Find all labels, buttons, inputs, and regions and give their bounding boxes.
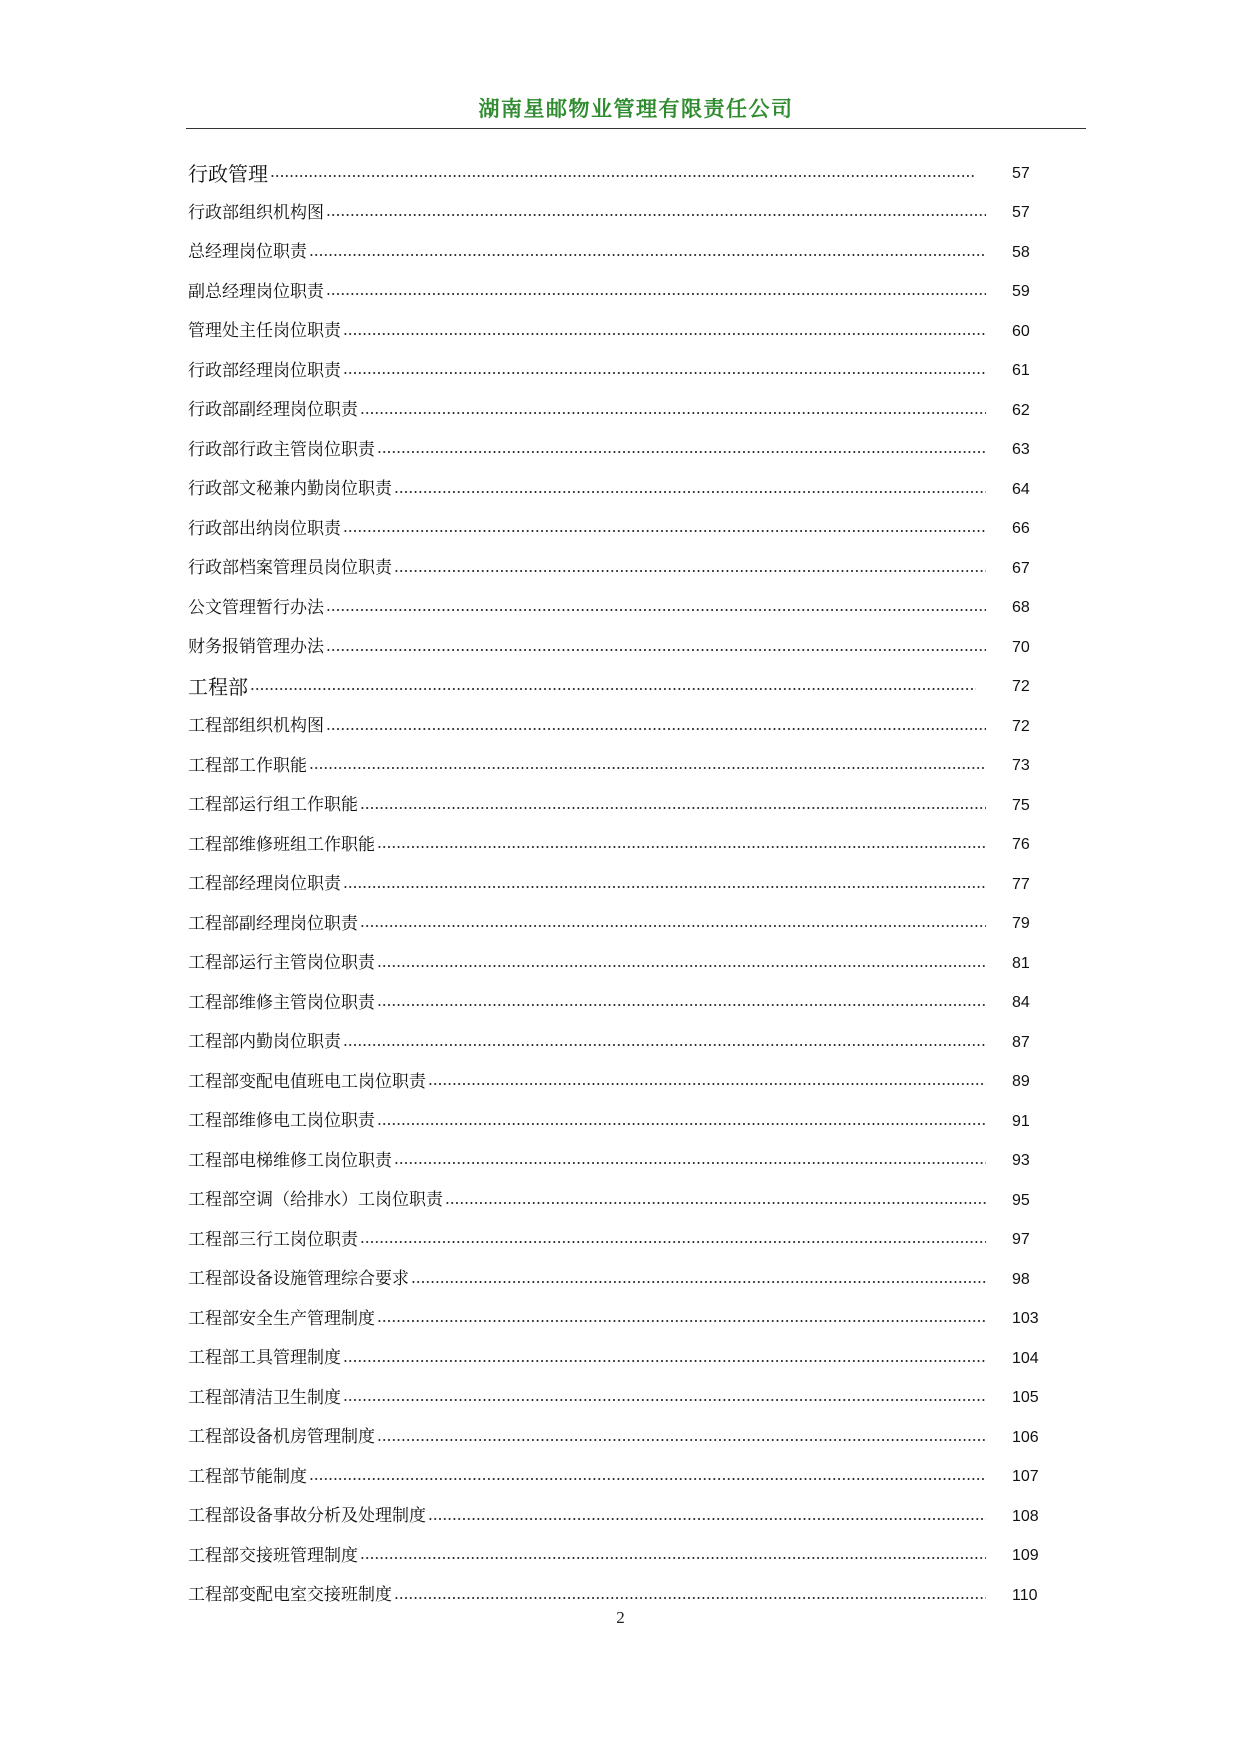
toc-entry-page-number: 61 (1012, 362, 1030, 380)
toc-dot-leader (343, 1398, 986, 1402)
toc-entry-page-number: 62 (1012, 401, 1030, 419)
toc-entry-row[interactable] (188, 1102, 1068, 1142)
toc-entry-row[interactable] (188, 1221, 1068, 1261)
toc-dot-leader (250, 687, 976, 691)
toc-entry-page-number: 63 (1012, 441, 1030, 459)
toc-entry-row[interactable] (188, 1063, 1068, 1103)
toc-dot-leader (326, 648, 986, 652)
toc-entry-page-number: 79 (1012, 915, 1030, 933)
toc-dot-leader (428, 1517, 986, 1521)
toc-entry-page-number: 77 (1012, 875, 1030, 893)
toc-entry-label: 工程部运行主管岗位职责 (188, 953, 375, 974)
toc-entry-row[interactable] (188, 984, 1068, 1024)
toc-entry-page-number: 59 (1012, 283, 1030, 301)
toc-entry-label: 管理处主任岗位职责 (188, 321, 341, 342)
toc-entry-row[interactable] (188, 628, 1068, 668)
toc-entry-row[interactable] (188, 1300, 1068, 1340)
toc-dot-leader (377, 1438, 986, 1442)
toc-entry-label: 工程部运行组工作职能 (188, 795, 358, 816)
toc-dot-leader (343, 1043, 986, 1047)
toc-entry-row[interactable] (188, 944, 1068, 984)
toc-entry-page-number: 57 (1012, 164, 1030, 182)
toc-entry-label: 工程部安全生产管理制度 (188, 1308, 375, 1329)
toc-entry-page-number: 72 (1012, 717, 1030, 735)
toc-entry-page-number: 73 (1012, 757, 1030, 775)
toc-entry-label: 总经理岗位职责 (188, 242, 307, 263)
toc-entry-page-number: 58 (1012, 243, 1030, 261)
toc-dot-leader (360, 806, 986, 810)
toc-dot-leader (360, 1556, 986, 1560)
toc-entry-row[interactable] (188, 589, 1068, 629)
toc-entry-page-number: 89 (1012, 1073, 1030, 1091)
toc-entry-row[interactable] (188, 1260, 1068, 1300)
toc-entry-row[interactable] (188, 1339, 1068, 1379)
toc-dot-leader (394, 490, 986, 494)
toc-dot-leader (360, 924, 986, 928)
toc-entry-label: 工程部三行工岗位职责 (188, 1229, 358, 1250)
toc-entry-row[interactable] (188, 233, 1068, 273)
toc-entry-label: 行政部副经理岗位职责 (188, 400, 358, 421)
toc-entry-row[interactable] (188, 273, 1068, 313)
toc-dot-leader (326, 292, 986, 296)
toc-dot-leader (326, 727, 986, 731)
toc-entry-label: 工程部电梯维修工岗位职责 (188, 1150, 392, 1171)
toc-entry-label: 行政部经理岗位职责 (188, 360, 341, 381)
toc-entry-label: 工程部设备设施管理综合要求 (188, 1269, 409, 1290)
toc-dot-leader (377, 450, 986, 454)
toc-entry-page-number: 64 (1012, 480, 1030, 498)
toc-dot-leader (360, 1240, 986, 1244)
toc-entry-label: 工程部组织机构图 (188, 716, 324, 737)
toc-entry-label: 行政部出纳岗位职责 (188, 518, 341, 539)
company-header-title: 湖南星邮物业管理有限责任公司 (478, 97, 794, 121)
toc-entry-row[interactable] (188, 747, 1068, 787)
toc-dot-leader (377, 1319, 986, 1323)
toc-entry-label: 行政部组织机构图 (188, 202, 324, 223)
toc-dot-leader (309, 253, 986, 257)
toc-entry-page-number: 75 (1012, 796, 1030, 814)
toc-entry-label: 工程部变配电室交接班制度 (188, 1585, 392, 1606)
toc-entry-row[interactable] (188, 1379, 1068, 1419)
toc-entry-label: 工程部副经理岗位职责 (188, 913, 358, 934)
toc-dot-leader (309, 1477, 986, 1481)
toc-entry-page-number: 68 (1012, 599, 1030, 617)
toc-entry-page-number: 97 (1012, 1231, 1030, 1249)
toc-entry-page-number: 103 (1012, 1310, 1039, 1328)
toc-dot-leader (343, 529, 986, 533)
toc-entry-row[interactable] (188, 1418, 1068, 1458)
toc-entry-page-number: 106 (1012, 1428, 1039, 1446)
toc-entry-row[interactable] (188, 312, 1068, 352)
toc-dot-leader (377, 1003, 986, 1007)
toc-entry-row[interactable] (188, 1023, 1068, 1063)
toc-entry-label: 副总经理岗位职责 (188, 281, 324, 302)
toc-dot-leader (377, 845, 986, 849)
toc-entry-label: 工程部设备事故分析及处理制度 (188, 1506, 426, 1527)
toc-dot-leader (343, 332, 986, 336)
toc-entry-label: 工程部节能制度 (188, 1466, 307, 1487)
toc-entry-page-number: 110 (1012, 1586, 1038, 1604)
toc-entry-label: 公文管理暂行办法 (188, 597, 324, 618)
toc-entry-row[interactable] (188, 510, 1068, 550)
toc-entry-label: 工程部维修主管岗位职责 (188, 992, 375, 1013)
toc-dot-leader (377, 964, 986, 968)
toc-dot-leader (326, 213, 986, 217)
toc-section-row[interactable] (188, 668, 1068, 708)
toc-dot-leader (394, 1596, 986, 1600)
toc-entry-page-number: 76 (1012, 836, 1030, 854)
toc-dot-leader (411, 1280, 986, 1284)
toc-entry-row[interactable] (188, 1458, 1068, 1498)
toc-entry-page-number: 67 (1012, 559, 1030, 577)
toc-entry-row[interactable] (188, 194, 1068, 234)
toc-entry-label: 财务报销管理办法 (188, 637, 324, 658)
toc-entry-label: 工程部内勤岗位职责 (188, 1032, 341, 1053)
toc-entry-row[interactable] (188, 431, 1068, 471)
toc-entry-page-number: 98 (1012, 1270, 1030, 1288)
toc-entry-label: 工程部交接班管理制度 (188, 1545, 358, 1566)
toc-entry-page-number: 105 (1012, 1389, 1039, 1407)
toc-entry-label: 行政部档案管理员岗位职责 (188, 558, 392, 579)
toc-entry-page-number: 108 (1012, 1507, 1039, 1525)
toc-dot-leader (394, 569, 986, 573)
toc-entry-row[interactable] (188, 1142, 1068, 1182)
toc-entry-row[interactable] (188, 391, 1068, 431)
toc-entry-label: 行政管理 (188, 161, 268, 186)
toc-entry-page-number: 66 (1012, 520, 1030, 538)
toc-entry-page-number: 57 (1012, 204, 1030, 222)
toc-entry-row[interactable] (188, 826, 1068, 866)
toc-dot-leader (394, 1161, 986, 1165)
toc-entry-page-number: 60 (1012, 322, 1030, 340)
toc-entry-page-number: 109 (1012, 1547, 1039, 1565)
toc-entry-label: 工程部空调（给排水）工岗位职责 (188, 1190, 443, 1211)
toc-dot-leader (343, 371, 986, 375)
toc-entry-row[interactable] (188, 1537, 1068, 1577)
toc-entry-label: 工程部 (188, 675, 248, 700)
toc-entry-page-number: 70 (1012, 638, 1030, 656)
toc-entry-label: 工程部清洁卫生制度 (188, 1387, 341, 1408)
toc-entry-label: 工程部工作职能 (188, 755, 307, 776)
toc-dot-leader (428, 1082, 986, 1086)
toc-entry-page-number: 84 (1012, 994, 1030, 1012)
toc-entry-label: 工程部设备机房管理制度 (188, 1427, 375, 1448)
toc-entry-label: 工程部经理岗位职责 (188, 874, 341, 895)
toc-dot-leader (309, 766, 986, 770)
toc-entry-row[interactable] (188, 786, 1068, 826)
page-number: 2 (616, 1608, 625, 1627)
toc-entry-row[interactable] (188, 352, 1068, 392)
toc-dot-leader (445, 1201, 986, 1205)
toc-entry-label: 工程部工具管理制度 (188, 1348, 341, 1369)
toc-dot-leader (343, 885, 986, 889)
toc-entry-page-number: 107 (1012, 1468, 1039, 1486)
toc-dot-leader (360, 411, 986, 415)
toc-entry-row[interactable] (188, 1181, 1068, 1221)
toc-entry-label: 行政部文秘兼内勤岗位职责 (188, 479, 392, 500)
toc-entry-page-number: 87 (1012, 1033, 1030, 1051)
toc-entry-row[interactable] (188, 865, 1068, 905)
toc-entry-row[interactable] (188, 470, 1068, 510)
header-divider (186, 128, 1086, 129)
toc-entry-label: 工程部变配电值班电工岗位职责 (188, 1071, 426, 1092)
toc-dot-leader (377, 1122, 986, 1126)
toc-entry-page-number: 93 (1012, 1152, 1030, 1170)
toc-dot-leader (270, 174, 976, 178)
toc-entry-label: 工程部维修电工岗位职责 (188, 1111, 375, 1132)
toc-entry-page-number: 91 (1012, 1112, 1030, 1130)
toc-entry-row[interactable] (188, 707, 1068, 747)
toc-entry-page-number: 95 (1012, 1191, 1030, 1209)
toc-entry-row[interactable] (188, 1497, 1068, 1537)
toc-entry-row[interactable] (188, 905, 1068, 945)
toc-entry-label: 行政部行政主管岗位职责 (188, 439, 375, 460)
table-of-contents (188, 154, 1068, 1616)
toc-entry-label: 工程部维修班组工作职能 (188, 834, 375, 855)
toc-dot-leader (343, 1359, 986, 1363)
toc-section-row[interactable] (188, 154, 1068, 194)
toc-entry-row[interactable] (188, 549, 1068, 589)
toc-entry-page-number: 104 (1012, 1349, 1039, 1367)
toc-entry-page-number: 72 (1012, 678, 1030, 696)
toc-entry-page-number: 81 (1012, 954, 1030, 972)
toc-dot-leader (326, 608, 986, 612)
